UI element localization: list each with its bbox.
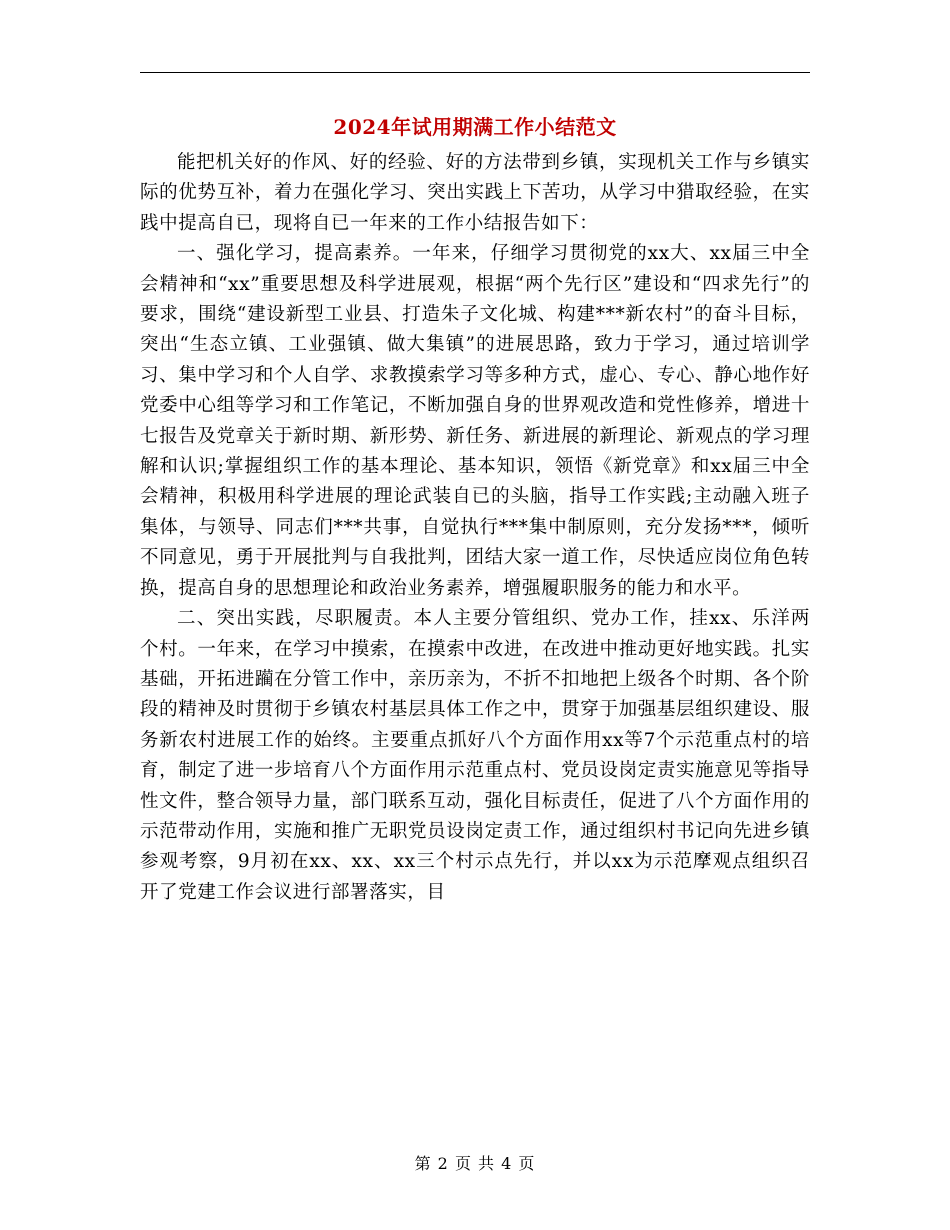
paragraph-section-2: 二、突出实践，尽职履责。本人主要分管组织、党办工作，挂xx、乐洋两个村。一年来，在学习中摸索，在摸索中改进，在改进中推动更好地实践。扎实基础，开拓进躏在分管工作中，亲历亲为，不折不扣地把上级各个时期、各个阶段的精神及时贯彻于乡镇农村基层具体工作之中，贯穿于加强基层组织建设、服务新农村进展工作的始终。主要重点抓好八个方面作用xx等7个示范重点村的培育，制定了进一步培育八个方面作用示范重点村、党员设岗定责实施意见等指导性文件，整合领导力量，部门联系互动，强化目标责任，促进了八个方面作用的示范带动作用，实施和推广无职党员设岗定责工作，通过组织村书记向先进乡镇参观考察，9月初在xx、xx、xx三个村示点先行，并以xx为示范摩观点组织召开了党建工作会议进行部署落实，目 <box>140 608 810 903</box>
paragraph-section-1: 一、强化学习，提高素养。一年来，仔细学习贯彻党的xx大、xx届三中全会精神和“xx”重要思想及科学进展观，根据“两个先行区”建设和“四求先行”的要求，围绕“建设新型工业县、打造朱子文化城、构建***新农村”的奋斗目标，突出“生态立镇、工业强镇、做大集镇”的进展思路，致力于学习，通过培训学习、集中学习和个人自学、求教摸索学习等多种方式，虚心、专心、静心地作好党委中心组等学习和工作笔记，不断加强自身的世界观改造和党性修养，增进十七报告及党章关于新时期、新形势、新任务、新进展的新理论、新观点的学习理解和认识;掌握组织工作的基本理论、基本知识，领悟《新党章》和xx届三中全会精神，积极用科学进展的理论武装自已的头脑，指导工作实践;主动融入班子集体，与领导、同志们***共事，自觉执行***集中制原则，充分发扬***，倾听不同意见，勇于开展批判与自我批判，团结大家一道工作，尽快适应岗位角色转换，提高自身的思想理论和政治业务素养，增强履职服务的能力和水平。 <box>140 243 810 599</box>
document-title: 2024年试用期满工作小结范文 <box>333 115 617 139</box>
page-number: 第 2 页 共 4 页 <box>414 1154 536 1173</box>
header-rule <box>140 72 810 73</box>
paragraph-intro: 能把机关好的作风、好的经验、好的方法带到乡镇，实现机关工作与乡镇实际的优势互补，着力在强化学习、突出实践上下苦功，从学习中猎取经验，在实践中提高自已，现将自已一年来的工作小结报告如下： <box>140 152 810 234</box>
document-body <box>140 148 810 908</box>
